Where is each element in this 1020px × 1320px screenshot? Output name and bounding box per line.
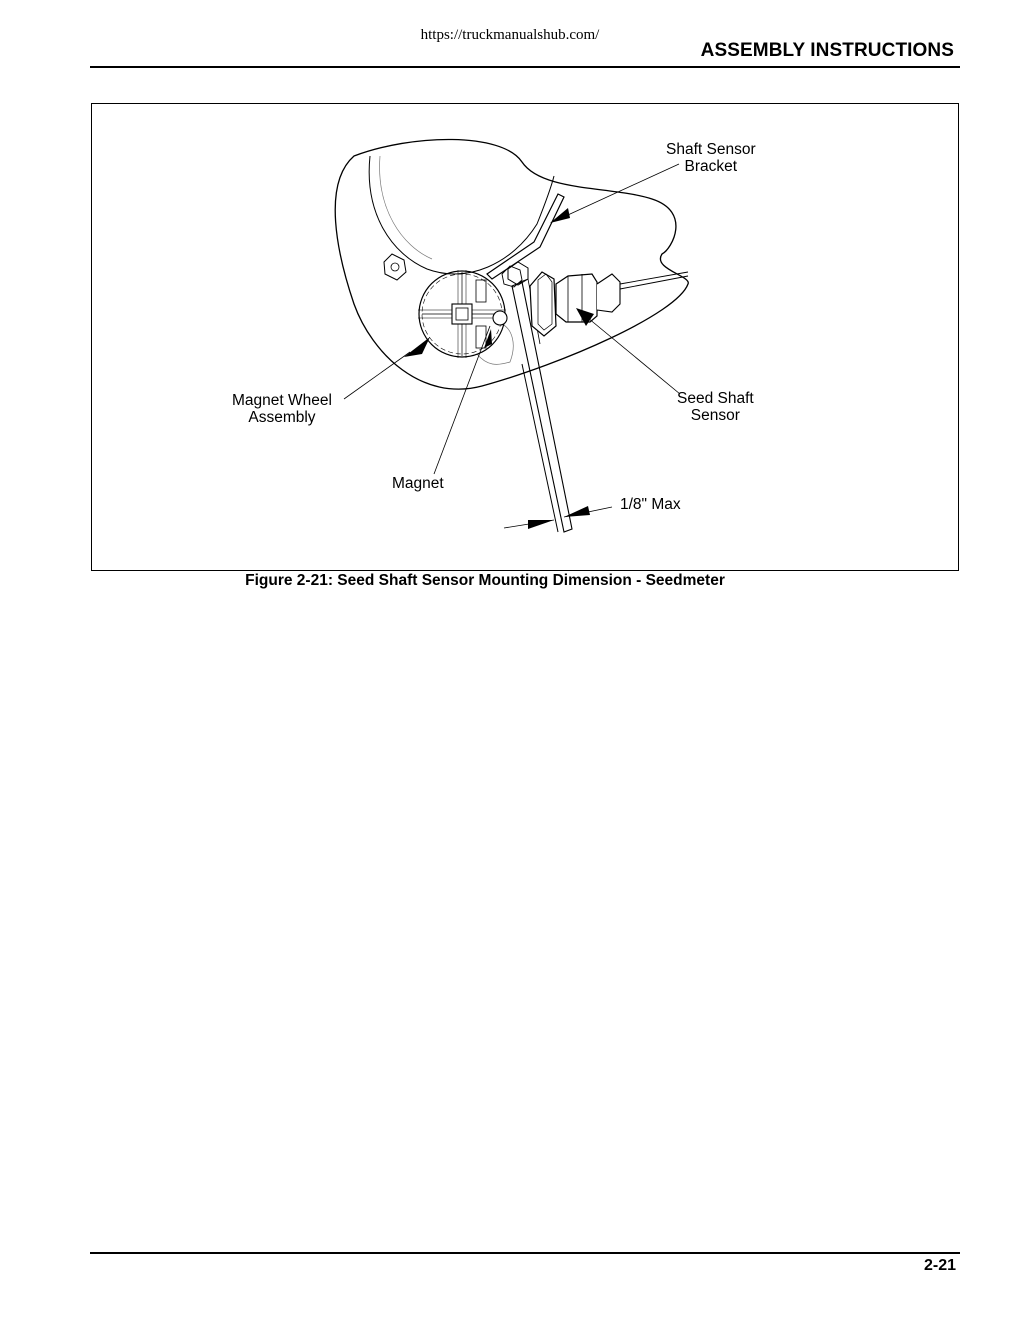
magnet [493,311,507,325]
gap-arrow-left [528,520,554,529]
header-rule [90,66,960,68]
callout-gap-dimension: 1/8" Max [620,496,681,513]
section-title: ASSEMBLY INSTRUCTIONS [700,40,954,61]
callout-shaft-sensor-bracket: Shaft Sensor Bracket [666,141,756,175]
page-number: 2-21 [923,1257,956,1274]
figure-frame [91,103,959,571]
figure-caption: Figure 2-21: Seed Shaft Sensor Mounting Dimension - Seedmeter [245,572,725,589]
callout-magnet: Magnet [392,475,444,492]
source-url: https://truckmanualshub.com/ [420,27,600,43]
housing-bolt [384,254,406,280]
callout-magnet-wheel-assembly: Magnet Wheel Assembly [232,392,332,426]
housing-outline [335,139,688,389]
bracket-arrow [550,208,570,223]
footer-rule [90,1252,960,1254]
magnet-wheel-arrow [404,337,430,357]
callout-seed-shaft-sensor: Seed Shaft Sensor [677,390,754,424]
seedmeter-sensor-diagram [92,104,958,570]
gap-reference-line [522,364,558,532]
